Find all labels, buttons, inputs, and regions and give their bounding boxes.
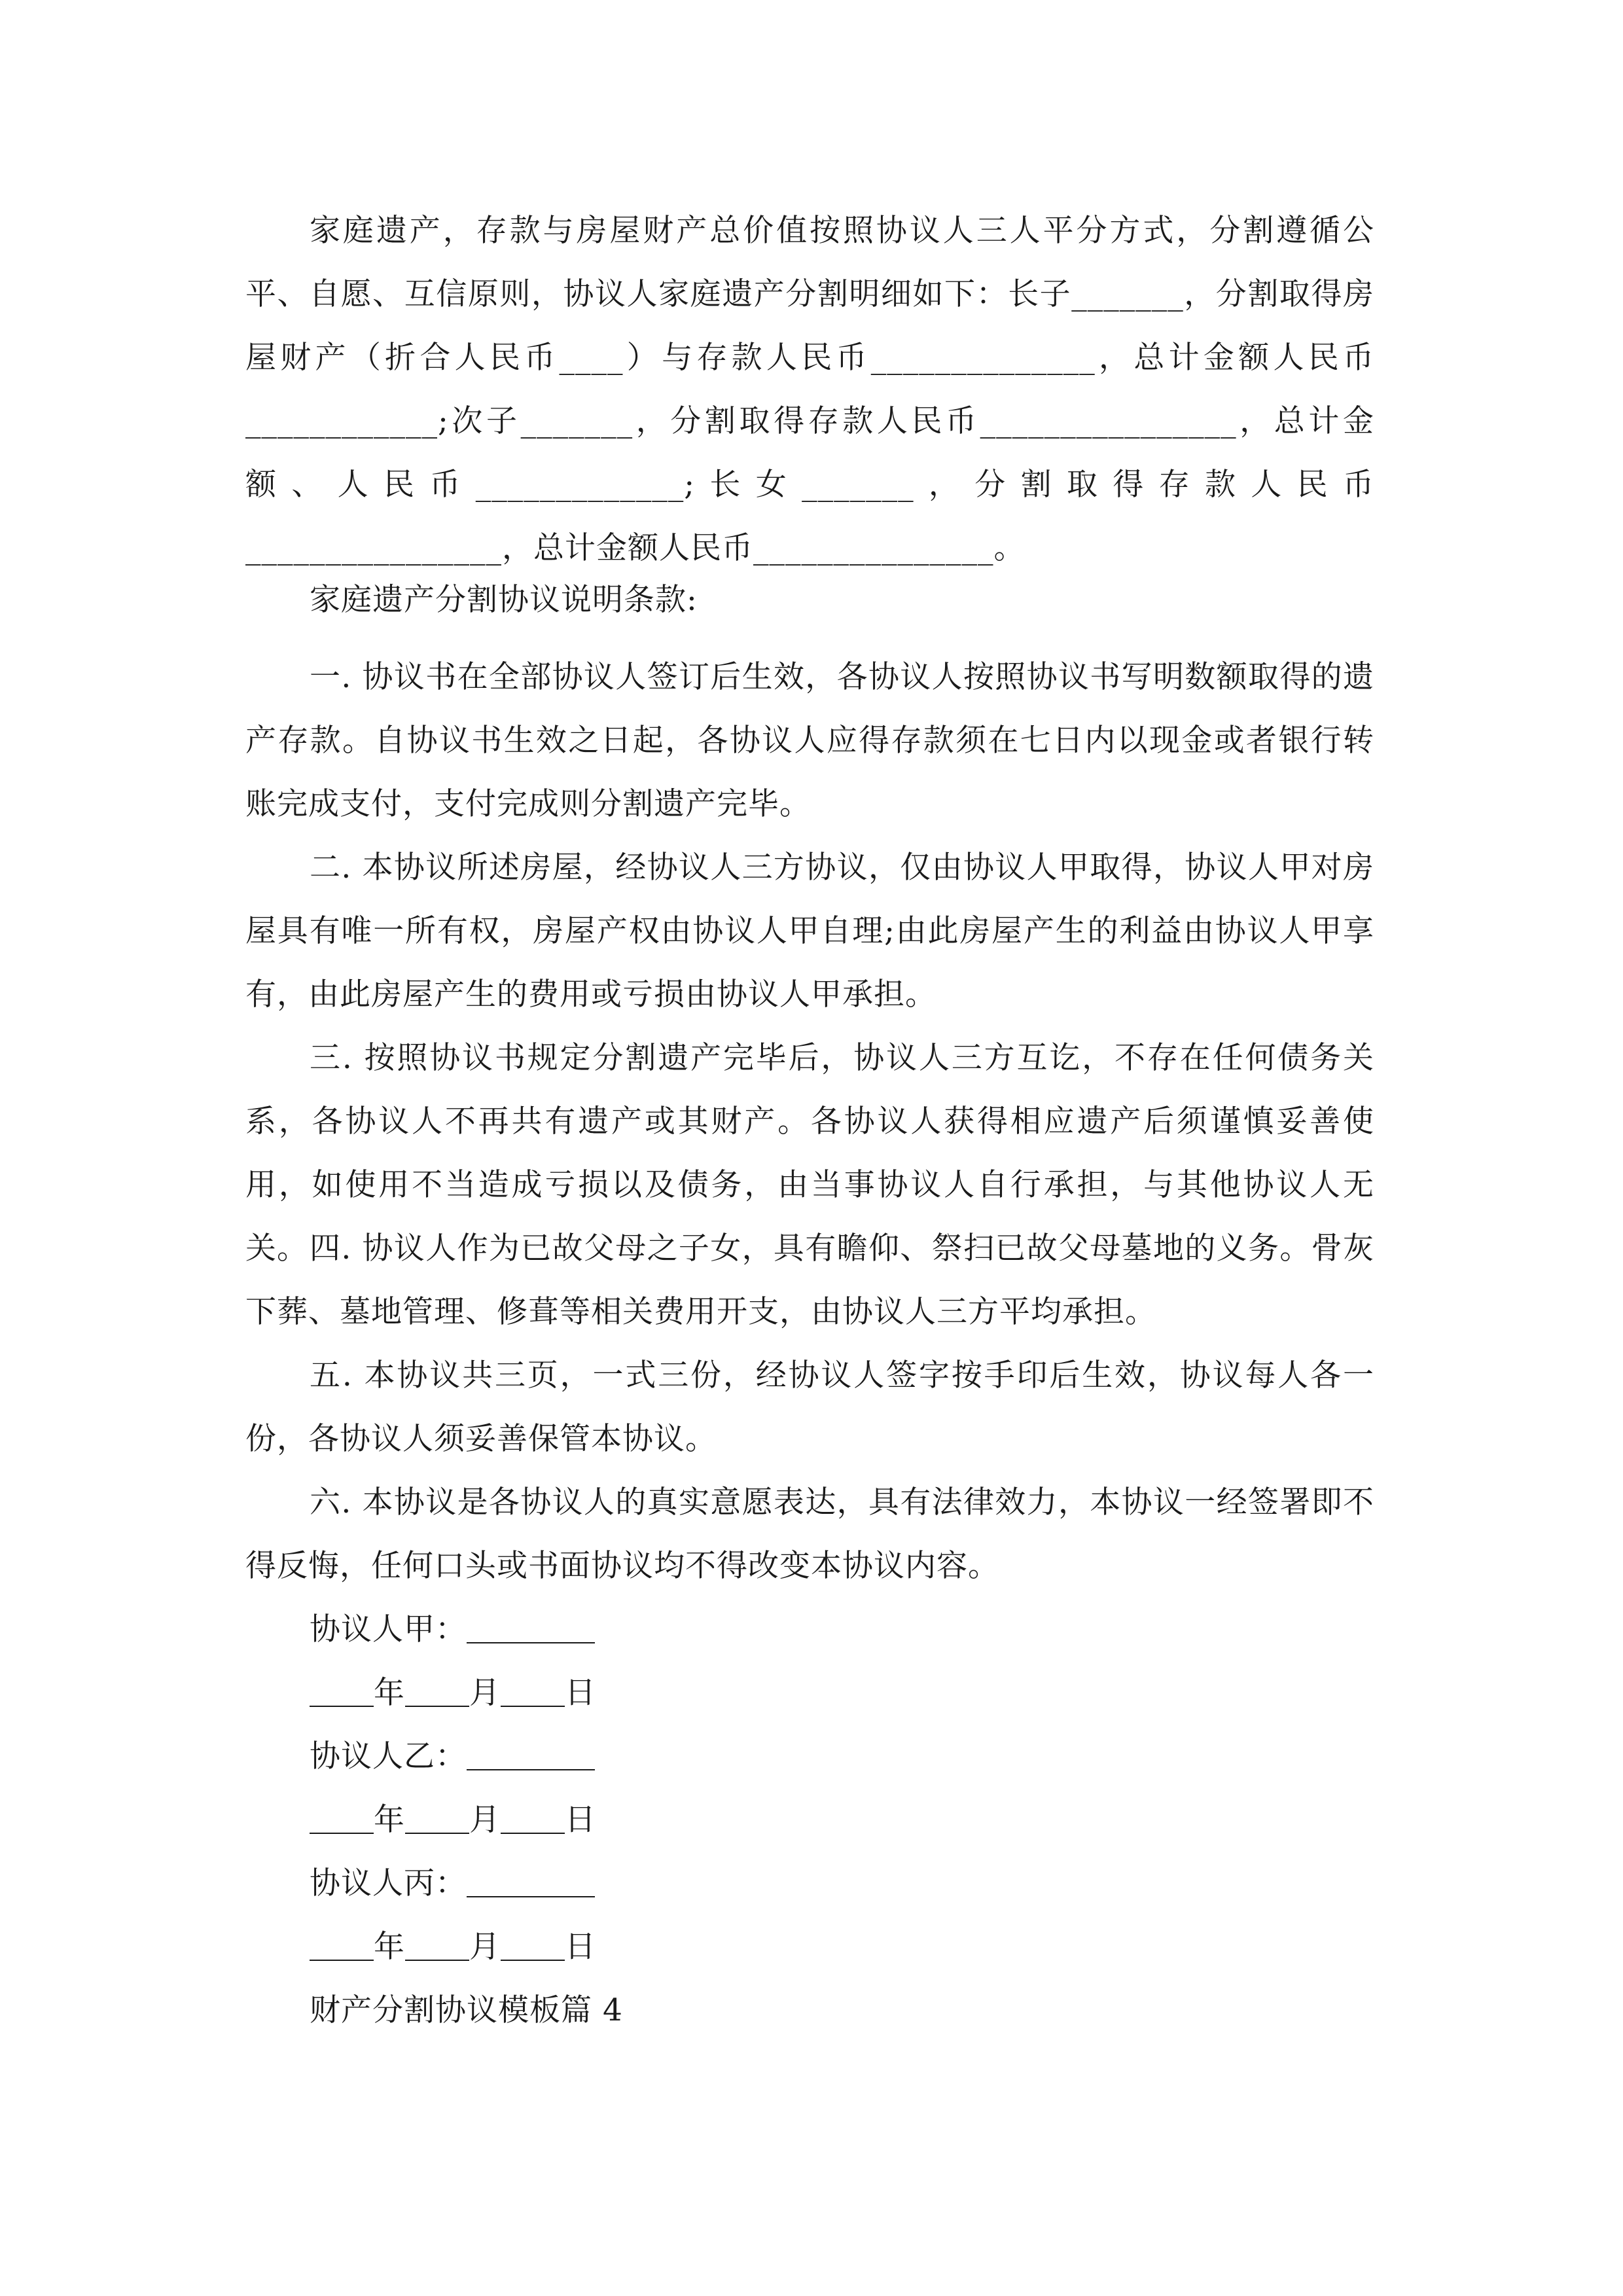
signatory-c-line xyxy=(310,1852,595,1915)
signatory-c-label: 协议人丙： xyxy=(310,1865,467,1901)
signatory-a-blank[interactable] xyxy=(467,1616,595,1643)
signatory-b-date xyxy=(310,1788,596,1852)
clause-5: 五. 本协议共三页，一式三份，经协议人签字按手印后生效，协议每人各一份，各协议人须妥善保管本协议。 xyxy=(245,1357,1374,1457)
next-section-title: 财产分割协议模板篇 4 xyxy=(310,1992,623,2028)
day-blank[interactable] xyxy=(501,1679,565,1707)
clause-6: 六. 本协议是各协议人的真实意愿表达，具有法律效力，本协议一经签署即不得反悔，任何口头或书面协议均不得改变本协议内容。 xyxy=(245,1484,1374,1584)
clauses-heading: 家庭遗产分割协议说明条款: xyxy=(310,582,698,618)
signatory-b-line xyxy=(310,1725,595,1788)
signatory-b-blank[interactable] xyxy=(467,1743,595,1770)
month-blank[interactable] xyxy=(405,1679,469,1707)
month-label: 月 xyxy=(469,1929,501,1965)
signatory-a-line xyxy=(310,1598,595,1661)
day-label: 日 xyxy=(565,1675,596,1711)
signatory-a-date xyxy=(310,1661,596,1725)
day-label: 日 xyxy=(565,1929,596,1965)
year-blank[interactable] xyxy=(310,1679,374,1707)
year-label: 年 xyxy=(374,1929,405,1965)
signatory-a-label: 协议人甲： xyxy=(310,1611,467,1647)
signatory-c-blank[interactable] xyxy=(467,1870,595,1897)
clause-3: 三. 按照协议书规定分割遗产完毕后，协议人三方互讫，不存在任何债务关系，各协议人不再共有遗产或其财产。各协议人获得相应遗产后须谨慎妥善使用，如使用不当造成亏损以及债务，由当事协议人自行承担，与其他协议人无关。 xyxy=(245,1040,1374,1266)
signatory-c-date xyxy=(310,1915,596,1979)
month-label: 月 xyxy=(469,1802,501,1838)
day-blank[interactable] xyxy=(501,1806,565,1834)
day-label: 日 xyxy=(565,1802,596,1838)
day-blank[interactable] xyxy=(501,1933,565,1961)
clause-2: 二. 本协议所述房屋，经协议人三方协议，仅由协议人甲取得，协议人甲对房屋具有唯一所有权，房屋产权由协议人甲自理;由此房屋产生的利益由协议人甲享有，由此房屋产生的费用或亏损由协议人甲承担。 xyxy=(245,850,1374,1013)
clause-4: 四. 协议人作为已故父母之子女，具有瞻仰、祭扫已故父母墓地的义务。骨灰下葬、墓地管理、修葺等相关费用开支，由协议人三方平均承担。 xyxy=(245,1230,1374,1330)
year-label: 年 xyxy=(374,1802,405,1838)
month-blank[interactable] xyxy=(405,1806,469,1834)
year-blank[interactable] xyxy=(310,1933,374,1961)
month-blank[interactable] xyxy=(405,1933,469,1961)
year-label: 年 xyxy=(374,1675,405,1711)
clause-1: 一. 协议书在全部协议人签订后生效，各协议人按照协议书写明数额取得的遗产存款。自协议书生效之日起，各协议人应得存款须在七日内以现金或者银行转账完成支付，支付完成则分割遗产完毕。 xyxy=(245,659,1374,822)
month-label: 月 xyxy=(469,1675,501,1711)
signatory-b-label: 协议人乙： xyxy=(310,1738,467,1774)
intro-paragraph: 家庭遗产，存款与房屋财产总价值按照协议人三人平分方式，分割遵循公平、自愿、互信原则，协议人家庭遗产分割明细如下：长子_______，分割取得房屋财产（折合人民币____）与存款人民币______________，总计金额人民币____________;次子_______，分割取得存款人民币________________，总计金额、人民币_____________;长女_______，分割取得存款人民币________________，总计金额人民币_______________。 xyxy=(245,213,1374,566)
year-blank[interactable] xyxy=(310,1806,374,1834)
